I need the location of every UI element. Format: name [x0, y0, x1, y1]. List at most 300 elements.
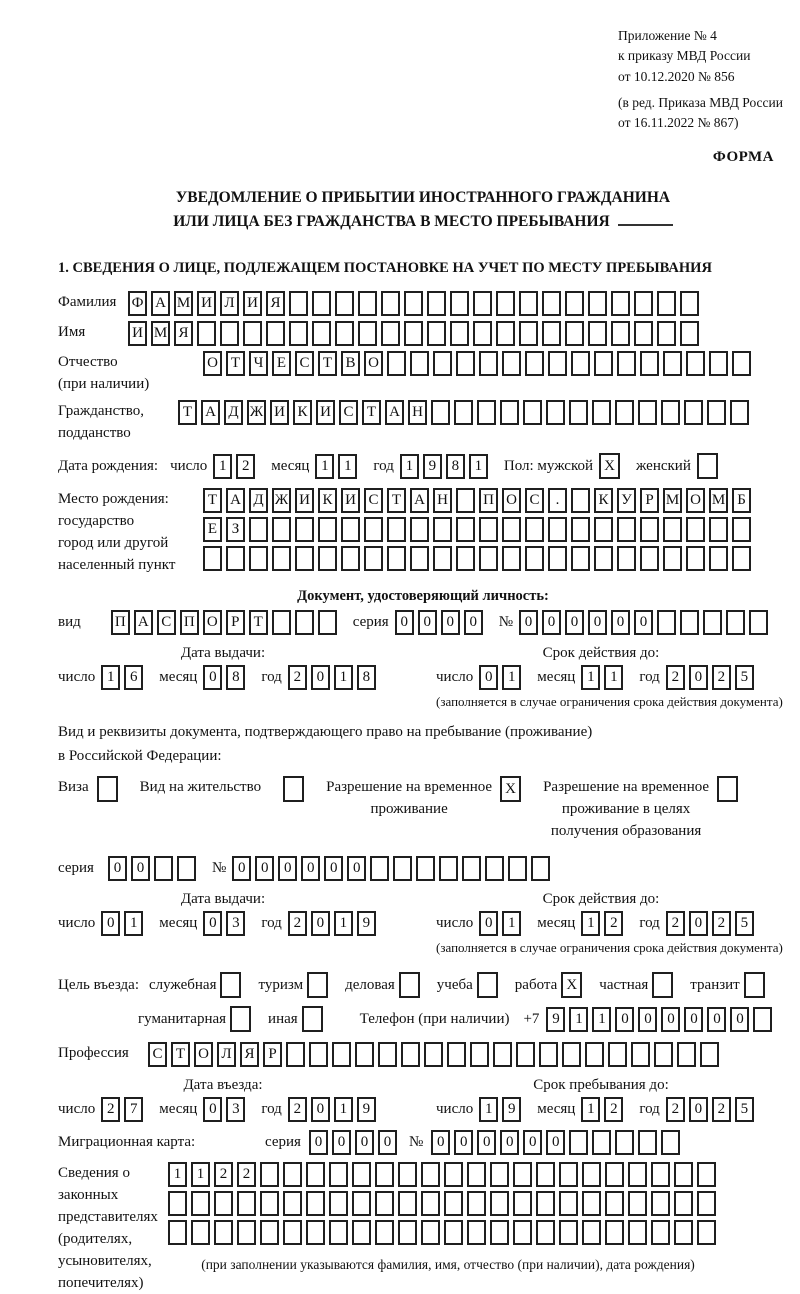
form-cell[interactable] [651, 1191, 670, 1216]
form-cell[interactable] [652, 972, 673, 998]
form-cell[interactable] [732, 517, 751, 542]
form-cell[interactable] [249, 517, 268, 542]
form-cell[interactable]: 0 [519, 610, 538, 635]
form-cell[interactable] [249, 546, 268, 571]
form-cell[interactable]: Л [217, 1042, 236, 1067]
form-cell[interactable] [335, 291, 354, 316]
form-cell[interactable] [548, 351, 567, 376]
form-cell[interactable]: 1 [581, 1097, 600, 1122]
form-cell[interactable]: 8 [226, 665, 245, 690]
form-cell[interactable] [697, 1220, 716, 1245]
form-cell[interactable]: 0 [332, 1130, 351, 1155]
form-cell[interactable] [502, 517, 521, 542]
form-cell[interactable] [444, 1162, 463, 1187]
form-cell[interactable]: 0 [355, 1130, 374, 1155]
form-cell[interactable] [732, 546, 751, 571]
form-cell[interactable]: Р [263, 1042, 282, 1067]
form-cell[interactable] [329, 1220, 348, 1245]
form-cell[interactable] [753, 1007, 772, 1032]
form-cell[interactable] [318, 517, 337, 542]
form-cell[interactable] [749, 610, 768, 635]
form-cell[interactable]: 3 [226, 911, 245, 936]
form-cell[interactable] [399, 972, 420, 998]
form-cell[interactable]: Т [178, 400, 197, 425]
form-cell[interactable] [283, 1220, 302, 1245]
form-cell[interactable]: 2 [101, 1097, 120, 1122]
form-cell[interactable] [154, 856, 173, 881]
form-cell[interactable]: М [663, 488, 682, 513]
form-cell[interactable]: 1 [479, 1097, 498, 1122]
form-cell[interactable] [519, 291, 538, 316]
form-cell[interactable] [628, 1191, 647, 1216]
form-cell[interactable]: Т [171, 1042, 190, 1067]
form-cell[interactable]: 1 [315, 454, 334, 479]
form-cell[interactable] [462, 856, 481, 881]
form-cell[interactable] [525, 351, 544, 376]
form-cell[interactable]: О [203, 351, 222, 376]
form-cell[interactable] [634, 321, 653, 346]
form-cell[interactable]: И [316, 400, 335, 425]
form-cell[interactable]: 2 [712, 911, 731, 936]
form-cell[interactable]: 0 [311, 911, 330, 936]
form-cell[interactable] [272, 610, 291, 635]
form-cell[interactable] [177, 856, 196, 881]
form-cell[interactable]: 2 [666, 1097, 685, 1122]
form-cell[interactable] [513, 1162, 532, 1187]
form-cell[interactable]: 0 [347, 856, 366, 881]
form-cell[interactable] [421, 1191, 440, 1216]
form-cell[interactable]: И [270, 400, 289, 425]
form-cell[interactable]: X [500, 776, 521, 802]
form-cell[interactable] [295, 610, 314, 635]
form-cell[interactable]: 1 [604, 665, 623, 690]
form-cell[interactable]: Л [220, 291, 239, 316]
form-cell[interactable]: 0 [638, 1007, 657, 1032]
form-cell[interactable] [410, 546, 429, 571]
form-cell[interactable] [375, 1191, 394, 1216]
form-cell[interactable]: З [226, 517, 245, 542]
form-cell[interactable]: М [174, 291, 193, 316]
form-cell[interactable] [594, 517, 613, 542]
form-cell[interactable] [295, 517, 314, 542]
form-cell[interactable] [309, 1042, 328, 1067]
form-cell[interactable]: 0 [689, 1097, 708, 1122]
form-cell[interactable] [306, 1162, 325, 1187]
form-cell[interactable]: 0 [101, 911, 120, 936]
form-cell[interactable] [571, 517, 590, 542]
form-cell[interactable] [525, 517, 544, 542]
form-cell[interactable]: 2 [666, 911, 685, 936]
form-cell[interactable]: 2 [237, 1162, 256, 1187]
form-cell[interactable] [454, 400, 473, 425]
form-cell[interactable]: П [111, 610, 130, 635]
form-cell[interactable] [651, 1162, 670, 1187]
form-cell[interactable] [703, 610, 722, 635]
form-cell[interactable] [617, 546, 636, 571]
form-cell[interactable] [615, 1130, 634, 1155]
form-cell[interactable] [539, 1042, 558, 1067]
form-cell[interactable] [594, 546, 613, 571]
form-cell[interactable]: 1 [502, 665, 521, 690]
form-cell[interactable]: 0 [707, 1007, 726, 1032]
form-cell[interactable] [352, 1191, 371, 1216]
form-cell[interactable] [485, 856, 504, 881]
form-cell[interactable]: 0 [523, 1130, 542, 1155]
form-cell[interactable] [686, 546, 705, 571]
form-cell[interactable] [559, 1191, 578, 1216]
form-cell[interactable] [654, 1042, 673, 1067]
form-cell[interactable] [358, 291, 377, 316]
form-cell[interactable] [674, 1220, 693, 1245]
form-cell[interactable] [398, 1220, 417, 1245]
form-cell[interactable]: Е [203, 517, 222, 542]
form-cell[interactable] [393, 856, 412, 881]
form-cell[interactable] [477, 400, 496, 425]
form-cell[interactable]: 0 [689, 665, 708, 690]
form-cell[interactable] [663, 546, 682, 571]
form-cell[interactable] [355, 1042, 374, 1067]
form-cell[interactable]: 2 [236, 454, 255, 479]
form-cell[interactable]: 0 [324, 856, 343, 881]
form-cell[interactable]: М [709, 488, 728, 513]
form-cell[interactable]: Я [174, 321, 193, 346]
form-cell[interactable]: 1 [469, 454, 488, 479]
form-cell[interactable]: И [197, 291, 216, 316]
form-cell[interactable] [493, 1042, 512, 1067]
form-cell[interactable] [220, 321, 239, 346]
form-cell[interactable]: 9 [357, 911, 376, 936]
form-cell[interactable]: 0 [730, 1007, 749, 1032]
form-cell[interactable] [364, 517, 383, 542]
form-cell[interactable] [214, 1191, 233, 1216]
form-cell[interactable] [444, 1220, 463, 1245]
form-cell[interactable] [387, 546, 406, 571]
form-cell[interactable]: О [686, 488, 705, 513]
form-cell[interactable] [97, 776, 118, 802]
form-cell[interactable] [496, 291, 515, 316]
form-cell[interactable] [562, 1042, 581, 1067]
form-cell[interactable] [433, 517, 452, 542]
form-cell[interactable] [709, 351, 728, 376]
form-cell[interactable] [490, 1191, 509, 1216]
form-cell[interactable] [302, 1006, 323, 1032]
form-cell[interactable] [203, 546, 222, 571]
form-cell[interactable]: 2 [604, 911, 623, 936]
form-cell[interactable] [197, 321, 216, 346]
form-cell[interactable]: С [364, 488, 383, 513]
form-cell[interactable] [674, 1162, 693, 1187]
form-cell[interactable]: А [226, 488, 245, 513]
form-cell[interactable] [286, 1042, 305, 1067]
form-cell[interactable]: И [243, 291, 262, 316]
form-cell[interactable]: А [410, 488, 429, 513]
form-cell[interactable]: Т [387, 488, 406, 513]
form-cell[interactable] [312, 321, 331, 346]
form-cell[interactable]: Т [203, 488, 222, 513]
form-cell[interactable] [707, 400, 726, 425]
form-cell[interactable] [421, 1162, 440, 1187]
form-cell[interactable] [684, 400, 703, 425]
form-cell[interactable] [709, 517, 728, 542]
form-cell[interactable]: 2 [288, 665, 307, 690]
form-cell[interactable] [628, 1220, 647, 1245]
form-cell[interactable] [467, 1220, 486, 1245]
form-cell[interactable] [657, 610, 676, 635]
form-cell[interactable] [404, 321, 423, 346]
form-cell[interactable]: С [525, 488, 544, 513]
form-cell[interactable]: С [295, 351, 314, 376]
form-cell[interactable]: 1 [581, 911, 600, 936]
form-cell[interactable] [697, 453, 718, 479]
form-cell[interactable] [243, 321, 262, 346]
form-cell[interactable]: 1 [592, 1007, 611, 1032]
form-cell[interactable]: П [180, 610, 199, 635]
form-cell[interactable] [697, 1162, 716, 1187]
form-cell[interactable] [592, 400, 611, 425]
form-cell[interactable] [542, 291, 561, 316]
form-cell[interactable]: 0 [500, 1130, 519, 1155]
form-cell[interactable]: Б [732, 488, 751, 513]
form-cell[interactable]: 1 [334, 1097, 353, 1122]
form-cell[interactable]: Д [224, 400, 243, 425]
form-cell[interactable]: 1 [334, 911, 353, 936]
form-cell[interactable] [318, 546, 337, 571]
form-cell[interactable] [516, 1042, 535, 1067]
form-cell[interactable] [237, 1191, 256, 1216]
form-cell[interactable] [272, 546, 291, 571]
form-cell[interactable]: 0 [689, 911, 708, 936]
form-cell[interactable] [657, 291, 676, 316]
form-cell[interactable] [700, 1042, 719, 1067]
form-cell[interactable] [571, 488, 590, 513]
form-cell[interactable] [502, 546, 521, 571]
form-cell[interactable] [569, 400, 588, 425]
form-cell[interactable]: Я [240, 1042, 259, 1067]
form-cell[interactable] [329, 1191, 348, 1216]
form-cell[interactable]: 1 [502, 911, 521, 936]
form-cell[interactable]: К [293, 400, 312, 425]
form-cell[interactable] [496, 321, 515, 346]
form-cell[interactable]: 1 [168, 1162, 187, 1187]
form-cell[interactable] [477, 972, 498, 998]
form-cell[interactable] [375, 1220, 394, 1245]
form-cell[interactable]: И [341, 488, 360, 513]
form-cell[interactable] [744, 972, 765, 998]
form-cell[interactable]: 0 [588, 610, 607, 635]
form-cell[interactable] [709, 546, 728, 571]
form-cell[interactable] [631, 1042, 650, 1067]
form-cell[interactable] [508, 856, 527, 881]
form-cell[interactable] [663, 517, 682, 542]
form-cell[interactable] [571, 351, 590, 376]
form-cell[interactable] [565, 321, 584, 346]
form-cell[interactable] [450, 291, 469, 316]
form-cell[interactable] [421, 1220, 440, 1245]
form-cell[interactable] [559, 1220, 578, 1245]
form-cell[interactable] [335, 321, 354, 346]
form-cell[interactable] [605, 1191, 624, 1216]
form-cell[interactable] [634, 291, 653, 316]
form-cell[interactable] [588, 321, 607, 346]
form-cell[interactable] [548, 517, 567, 542]
form-cell[interactable]: А [134, 610, 153, 635]
form-cell[interactable] [617, 517, 636, 542]
form-cell[interactable] [582, 1162, 601, 1187]
form-cell[interactable]: Т [318, 351, 337, 376]
form-cell[interactable]: Т [226, 351, 245, 376]
form-cell[interactable] [536, 1220, 555, 1245]
form-cell[interactable] [525, 546, 544, 571]
form-cell[interactable]: О [203, 610, 222, 635]
form-cell[interactable]: А [201, 400, 220, 425]
form-cell[interactable]: 0 [454, 1130, 473, 1155]
form-cell[interactable]: 0 [441, 610, 460, 635]
form-cell[interactable] [638, 1130, 657, 1155]
form-cell[interactable] [536, 1191, 555, 1216]
form-cell[interactable]: 0 [611, 610, 630, 635]
form-cell[interactable] [657, 321, 676, 346]
form-cell[interactable] [542, 321, 561, 346]
form-cell[interactable] [611, 321, 630, 346]
form-cell[interactable] [663, 351, 682, 376]
form-cell[interactable] [381, 321, 400, 346]
form-cell[interactable] [283, 1162, 302, 1187]
form-cell[interactable]: X [561, 972, 582, 998]
form-cell[interactable]: Ч [249, 351, 268, 376]
form-cell[interactable] [513, 1220, 532, 1245]
form-cell[interactable]: 5 [735, 1097, 754, 1122]
form-cell[interactable] [640, 351, 659, 376]
form-cell[interactable] [565, 291, 584, 316]
form-cell[interactable] [569, 1130, 588, 1155]
form-cell[interactable]: Д [249, 488, 268, 513]
form-cell[interactable] [588, 291, 607, 316]
form-cell[interactable] [640, 546, 659, 571]
form-cell[interactable] [387, 351, 406, 376]
form-cell[interactable] [352, 1220, 371, 1245]
form-cell[interactable]: 2 [214, 1162, 233, 1187]
form-cell[interactable]: К [318, 488, 337, 513]
form-cell[interactable] [732, 351, 751, 376]
form-cell[interactable] [410, 517, 429, 542]
form-cell[interactable]: 0 [684, 1007, 703, 1032]
form-cell[interactable]: Ж [272, 488, 291, 513]
form-cell[interactable]: О [194, 1042, 213, 1067]
form-cell[interactable]: 3 [226, 1097, 245, 1122]
form-cell[interactable] [427, 291, 446, 316]
form-cell[interactable]: 9 [546, 1007, 565, 1032]
form-cell[interactable] [332, 1042, 351, 1067]
form-cell[interactable]: 2 [712, 665, 731, 690]
form-cell[interactable]: 0 [661, 1007, 680, 1032]
form-cell[interactable] [260, 1162, 279, 1187]
form-cell[interactable] [500, 400, 519, 425]
form-cell[interactable] [398, 1191, 417, 1216]
form-cell[interactable]: 0 [203, 1097, 222, 1122]
form-cell[interactable] [594, 351, 613, 376]
form-cell[interactable]: И [295, 488, 314, 513]
form-cell[interactable]: 1 [400, 454, 419, 479]
form-cell[interactable]: 0 [108, 856, 127, 881]
form-cell[interactable] [490, 1220, 509, 1245]
form-cell[interactable]: 0 [431, 1130, 450, 1155]
form-cell[interactable] [548, 546, 567, 571]
form-cell[interactable] [427, 321, 446, 346]
form-cell[interactable] [431, 400, 450, 425]
form-cell[interactable] [456, 351, 475, 376]
form-cell[interactable] [686, 351, 705, 376]
form-cell[interactable]: 2 [666, 665, 685, 690]
form-cell[interactable] [490, 1162, 509, 1187]
form-cell[interactable]: 0 [203, 665, 222, 690]
form-cell[interactable] [651, 1220, 670, 1245]
form-cell[interactable] [378, 1042, 397, 1067]
form-cell[interactable] [266, 321, 285, 346]
form-cell[interactable] [523, 400, 542, 425]
form-cell[interactable] [628, 1162, 647, 1187]
form-cell[interactable]: А [385, 400, 404, 425]
form-cell[interactable]: 8 [446, 454, 465, 479]
form-cell[interactable]: 2 [712, 1097, 731, 1122]
form-cell[interactable]: М [151, 321, 170, 346]
form-cell[interactable] [450, 321, 469, 346]
form-cell[interactable]: В [341, 351, 360, 376]
form-cell[interactable] [306, 1191, 325, 1216]
form-cell[interactable]: 0 [311, 1097, 330, 1122]
form-cell[interactable] [456, 517, 475, 542]
form-cell[interactable]: 2 [288, 911, 307, 936]
form-cell[interactable]: 0 [464, 610, 483, 635]
form-cell[interactable]: Е [272, 351, 291, 376]
form-cell[interactable] [433, 351, 452, 376]
form-cell[interactable]: 6 [124, 665, 143, 690]
form-cell[interactable]: П [479, 488, 498, 513]
form-cell[interactable]: О [502, 488, 521, 513]
form-cell[interactable]: 1 [338, 454, 357, 479]
form-cell[interactable]: Н [433, 488, 452, 513]
form-cell[interactable] [686, 517, 705, 542]
form-cell[interactable] [592, 1130, 611, 1155]
form-cell[interactable]: У [617, 488, 636, 513]
form-cell[interactable]: 0 [255, 856, 274, 881]
form-cell[interactable] [375, 1162, 394, 1187]
form-cell[interactable] [312, 291, 331, 316]
form-cell[interactable] [674, 1191, 693, 1216]
form-cell[interactable] [433, 546, 452, 571]
form-cell[interactable]: 0 [479, 911, 498, 936]
form-cell[interactable] [473, 291, 492, 316]
form-cell[interactable]: 0 [309, 1130, 328, 1155]
form-cell[interactable]: Р [226, 610, 245, 635]
form-cell[interactable] [479, 546, 498, 571]
form-cell[interactable]: 0 [395, 610, 414, 635]
form-cell[interactable] [447, 1042, 466, 1067]
form-cell[interactable] [456, 488, 475, 513]
form-cell[interactable] [536, 1162, 555, 1187]
form-cell[interactable]: А [151, 291, 170, 316]
form-cell[interactable]: 5 [735, 911, 754, 936]
form-cell[interactable] [214, 1220, 233, 1245]
form-cell[interactable] [168, 1220, 187, 1245]
form-cell[interactable] [617, 351, 636, 376]
form-cell[interactable] [387, 517, 406, 542]
form-cell[interactable]: 7 [124, 1097, 143, 1122]
form-cell[interactable] [168, 1191, 187, 1216]
form-cell[interactable]: 1 [581, 665, 600, 690]
form-cell[interactable]: О [364, 351, 383, 376]
form-cell[interactable]: Н [408, 400, 427, 425]
form-cell[interactable]: 0 [565, 610, 584, 635]
